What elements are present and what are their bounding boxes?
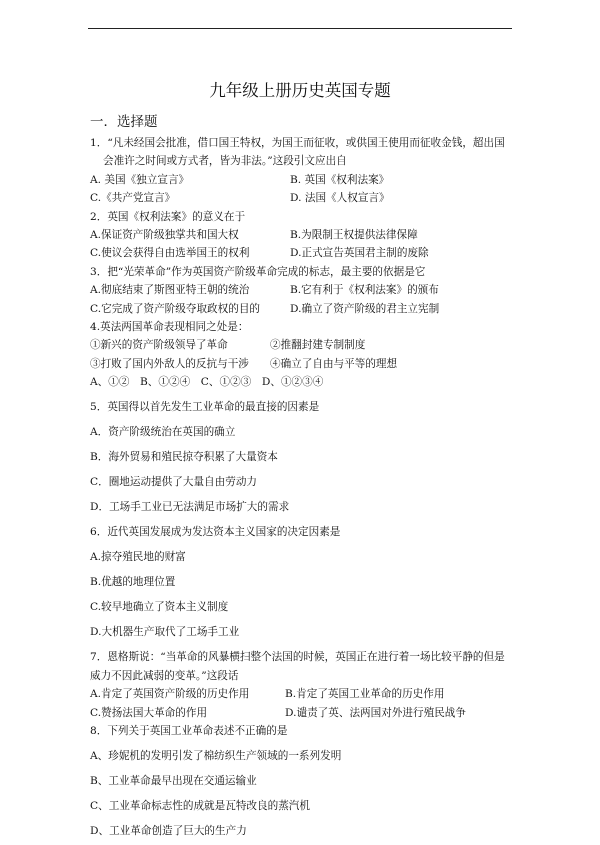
header-rule [88, 28, 512, 29]
question-1-stem-line-2: 会准许之时间或方式者，皆为非法。”这段引文应出自 [103, 155, 347, 168]
question-8 [90, 722, 520, 840]
question-7-stem-line-1: 7．恩格斯说：“当革命的风暴横扫整个法国的时候，英国正在进行着一场比较平静的但是 [90, 651, 505, 664]
question-1-stem-line-1: 1．“凡未经国会批准，借口国王特权，为国王而征收，或供国王使用而征收金钱，超出国 [90, 137, 505, 149]
question-1-option-d: D. 法国《人权宣言》 [290, 192, 390, 205]
question-5-option-c: C．圈地运动提供了大量自由劳动力 [90, 476, 258, 489]
spacer [90, 740, 520, 747]
question-7-option-b: B.肯定了英国工业革命的历史作用 [285, 688, 445, 701]
spacer [90, 790, 520, 797]
question-7-option-d: D.谴责了英、法两国对外进行殖民战争 [285, 706, 466, 719]
question-6-option-c: C.较早地确立了资本主义制度 [90, 601, 229, 614]
question-8-option-d: D、工业革命创造了巨大的生产力 [90, 824, 247, 837]
spacer [90, 492, 520, 499]
section-heading: 一．选择题 [90, 114, 158, 130]
question-1 [90, 134, 520, 208]
question-6 [90, 523, 520, 641]
spacer [90, 592, 520, 599]
spacer [90, 617, 520, 624]
question-1-option-a: A. 美国《独立宣言》 [90, 173, 190, 186]
spacer [90, 417, 520, 424]
question-6-option-d: D.大机器生产取代了工场手工业 [90, 626, 240, 639]
spacer [90, 542, 520, 549]
spacer [90, 442, 520, 449]
question-5-option-a: A．资产阶级统治在英国的确立 [90, 426, 236, 439]
question-4-statement-2: ②推翻封建专制制度 [270, 339, 366, 352]
question-8-option-b: B、工业革命最早出现在交通运输业 [90, 774, 257, 787]
question-2-stem: 2．英国《权利法案》的意义在于 [90, 210, 246, 223]
question-4-stem: 4.英法两国革命表现相同之处是： [90, 321, 249, 334]
question-3-option-a: A.彻底结束了斯图亚特王朝的统治 [90, 284, 250, 297]
question-4 [90, 318, 520, 392]
question-2-option-d: D.正式宣告英国君主制的废除 [290, 247, 429, 260]
page-title: 九年级上册历史英国专题 [209, 81, 391, 100]
spacer [90, 467, 520, 474]
question-8-stem: 8．下列关于英国工业革命表述不正确的是 [90, 724, 288, 737]
spacer [90, 392, 520, 399]
question-7-stem-line-2: 威力不因此减弱的变革。”这段话 [90, 669, 239, 682]
question-6-stem: 6．近代英国发展成为发达资本主义国家的决定因素是 [90, 526, 341, 539]
question-4-statement-1: ①新兴的资产阶级领导了革命 [90, 339, 228, 352]
spacer [90, 567, 520, 574]
question-6-option-a: A.掠夺殖民地的财富 [90, 551, 186, 564]
question-5-option-b: B．海外贸易和殖民掠夺积累了大量资本 [90, 451, 278, 464]
spacer [90, 642, 520, 649]
question-2-option-c: C.使议会获得自由选举国王的权利 [90, 247, 250, 260]
question-3-option-d: D.确立了资产阶级的君主立宪制 [290, 302, 440, 315]
question-2-option-a: A.保证资产阶级独掌共和国大权 [90, 229, 239, 242]
question-8-option-a: A、珍妮机的发明引发了棉纺织生产领域的一系列发明 [90, 749, 342, 762]
question-8-option-c: C、工业革命标志性的成就是瓦特改良的蒸汽机 [90, 799, 310, 812]
question-1-option-b: B. 英国《权利法案》 [290, 173, 390, 186]
question-7-option-a: A.肯定了英国资产阶级的历史作用 [90, 688, 250, 701]
question-1-option-c: C.《共产党宣言》 [90, 192, 176, 205]
question-5 [90, 398, 520, 516]
question-6-option-b: B.优越的地理位置 [90, 576, 176, 589]
question-4-statement-4: ④确立了自由与平等的理想 [270, 357, 398, 370]
question-7 [90, 648, 520, 722]
spacer [90, 765, 520, 772]
question-5-stem: 5．英国得以首先发生工业革命的最直接的因素是 [90, 401, 320, 414]
question-5-option-d: D．工场手工业已无法满足市场扩大的需求 [90, 501, 290, 514]
question-3-option-b: B.它有利于《权利法案》的颁布 [290, 284, 439, 297]
spacer [90, 517, 520, 524]
question-3-option-c: C.它完成了资产阶级夺取政权的目的 [90, 302, 261, 315]
question-4-statement-3: ③打败了国内外敌人的反抗与干涉 [90, 357, 249, 370]
question-2 [90, 208, 520, 263]
question-4-choices: A、①② B、①②④ C、①②③ D、①②③④ [90, 376, 324, 389]
question-3-stem: 3．把“光荣革命”作为英国资产阶级革命完成的标志，最主要的依据是它 [90, 265, 426, 278]
question-7-option-c: C.赞扬法国大革命的作用 [90, 706, 208, 719]
question-list [90, 134, 520, 840]
question-2-option-b: B.为限制王权提供法律保障 [290, 229, 418, 242]
question-3 [90, 263, 520, 318]
spacer [90, 815, 520, 822]
